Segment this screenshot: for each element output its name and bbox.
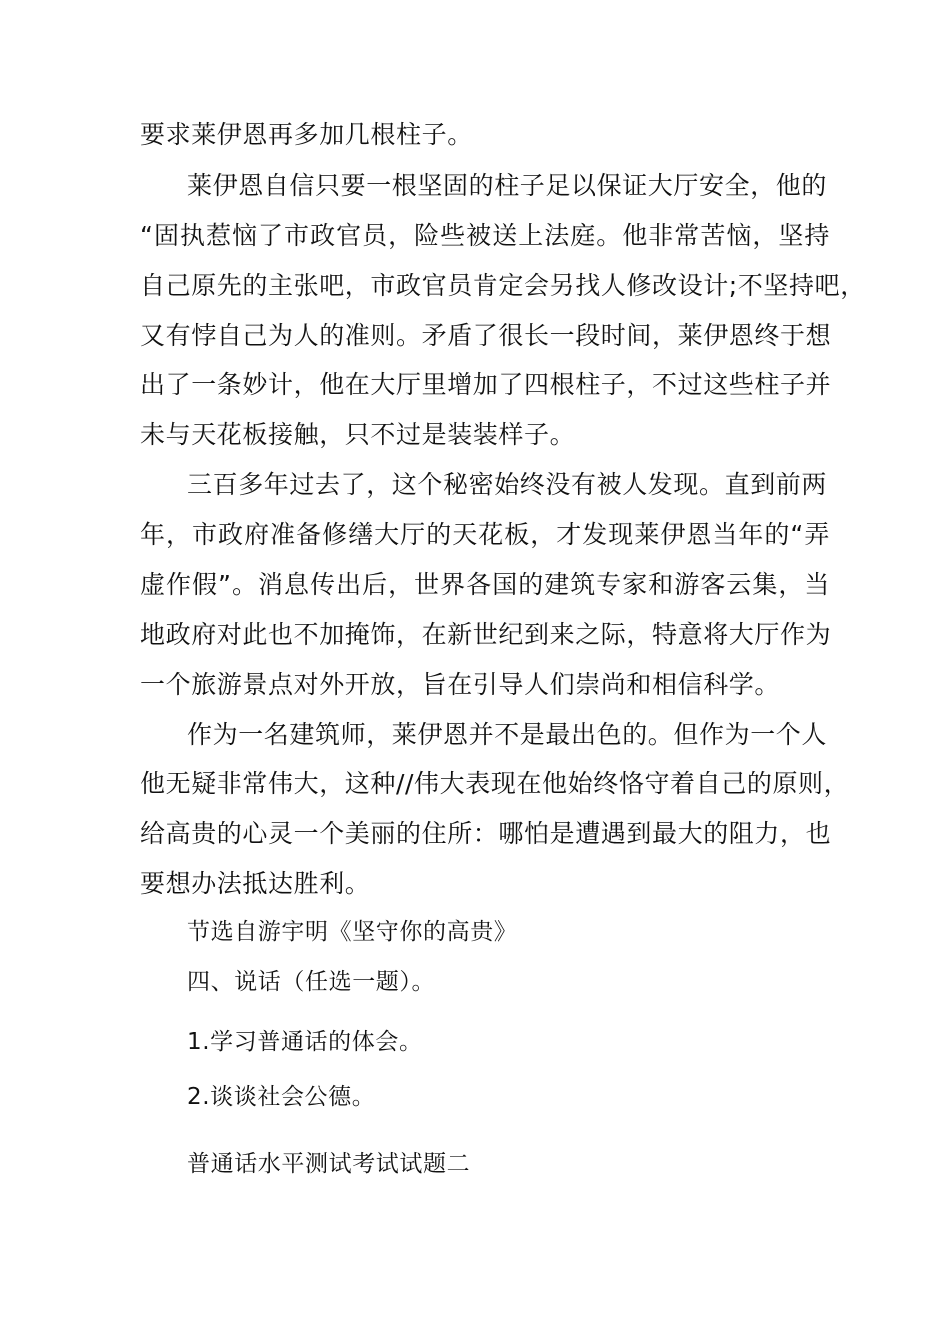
paragraph-line: 给高贵的心灵一个美丽的住所：哪怕是遭遇到最大的阻力，也 [140, 819, 832, 848]
paragraph-line: 三百多年过去了，这个秘密始终没有被人发现。直到前两 [187, 470, 828, 499]
paragraph-line: 他无疑非常伟大，这种//伟大表现在他始终恪守着自己的原则， [140, 769, 850, 798]
speaking-topic-2: 2.谈谈社会公德。 [187, 1084, 376, 1110]
paragraph-line: 要求莱伊恩再多加几根柱子。 [140, 120, 473, 149]
paragraph-line: 要想办法抵达胜利。 [140, 869, 371, 898]
paragraph-line: 未与天花板接触，只不过是装装样子。 [140, 420, 576, 449]
section-heading: 四、说话（任选一题）。 [187, 969, 436, 995]
speaking-topic-1: 1.学习普通话的体会。 [187, 1029, 423, 1055]
next-test-title: 普通话水平测试考试试题二 [187, 1151, 471, 1177]
paragraph-line: 地政府对此也不加掩饰，在新世纪到来之际，特意将大厅作为 [140, 620, 832, 649]
paragraph-line: 作为一名建筑师，莱伊恩并不是最出色的。但作为一个人 [187, 720, 828, 749]
paragraph-line: “固执惹恼了市政官员，险些被送上法庭。他非常苦恼，坚持 [140, 221, 830, 250]
paragraph-line: 自己原先的主张吧，市政官员肯定会另找人修改设计;不坚持吧， [140, 271, 866, 300]
paragraph-line: 虚作假”。消息传出后，世界各国的建筑专家和游客云集，当 [140, 570, 830, 599]
source-citation: 节选自游宇明《坚守你的高贵》 [187, 919, 518, 945]
paragraph-line: 年，市政府准备修缮大厅的天花板，才发现莱伊恩当年的“弄 [140, 520, 830, 549]
paragraph-line: 出了一条妙计，他在大厅里增加了四根柱子，不过这些柱子并 [140, 370, 832, 399]
paragraph-line: 又有悖自己为人的准则。矛盾了很长一段时间，莱伊恩终于想 [140, 321, 832, 350]
paragraph-line: 莱伊恩自信只要一根坚固的柱子足以保证大厅安全，他的 [187, 171, 828, 200]
paragraph-line: 一个旅游景点对外开放，旨在引导人们崇尚和相信科学。 [140, 670, 781, 699]
